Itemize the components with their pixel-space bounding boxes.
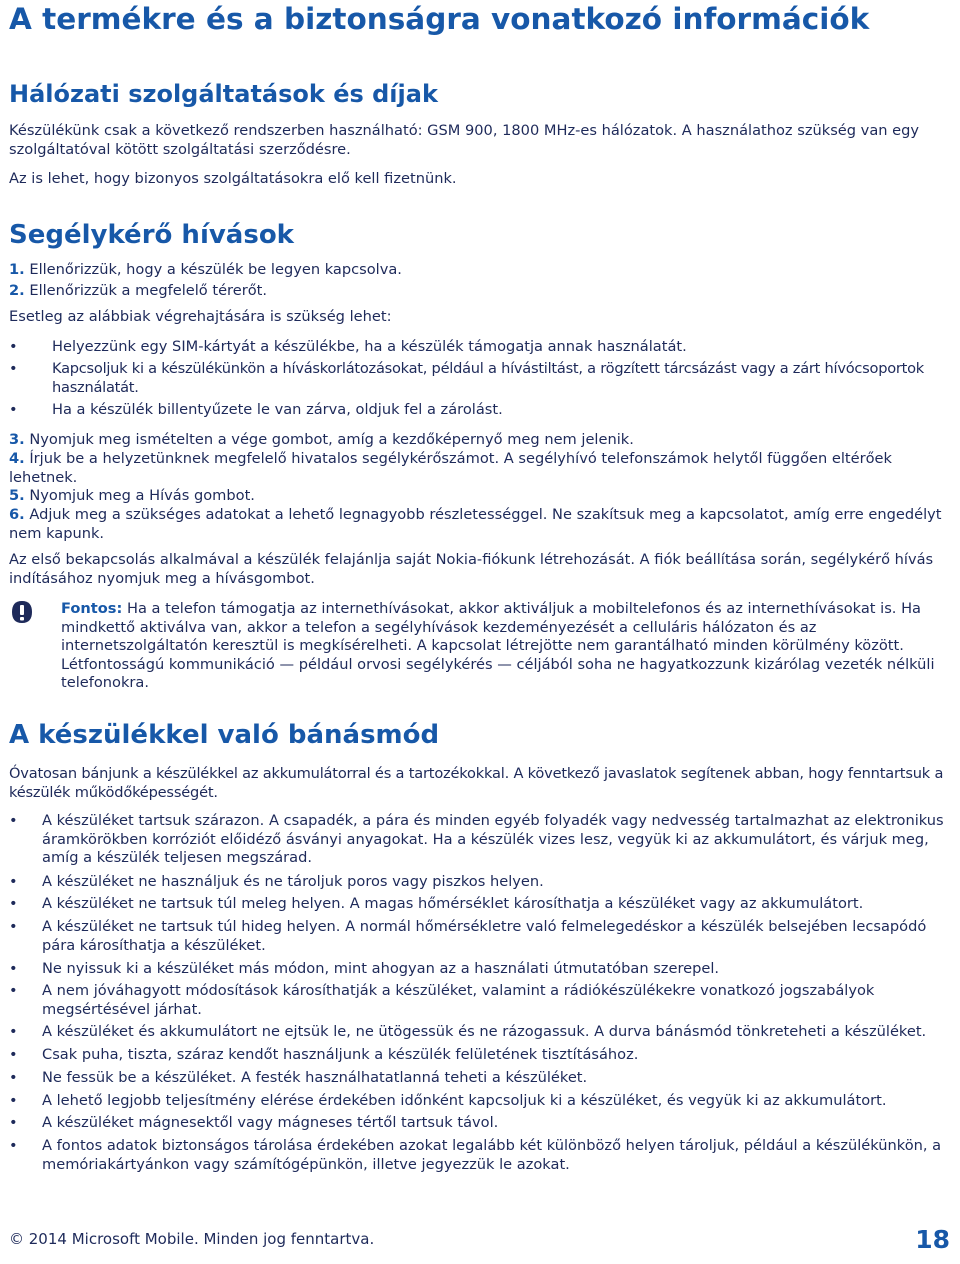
list-item: • Ha a készülék billentyűzete le van zárva, oldjuk fel a zárolást. [9, 401, 503, 418]
step-1: 1. Ellenőrizzük, hogy a készülék be legyen kapcsolva. [9, 261, 402, 278]
exclamation-icon [11, 600, 33, 624]
footer-copyright: © 2014 Microsoft Mobile. Minden jog fenntartva. [9, 1230, 375, 1248]
step-5: 5. Nyomjuk meg a Hívás gombot. [9, 487, 255, 504]
step-2: 2. Ellenőrizzük a megfelelő térerőt. [9, 282, 268, 299]
emergency-intro: Esetleg az alábbiak végrehajtására is szükség lehet: [9, 308, 392, 325]
handling-intro: Óvatosan bánjunk a készülékkel az akkumulátorral és a tartozékokkal. A következő javaslatok segítenek abban, hogy fenntartsuk a készülék működőképességét. [9, 765, 944, 801]
section-heading-handling: A készülékkel való bánásmód [9, 720, 440, 750]
network-paragraph-2: Az is lehet, hogy bizonyos szolgáltatásokra elő kell fizetnünk. [9, 170, 457, 187]
section-heading-network: Hálózati szolgáltatások és díjak [9, 80, 438, 108]
list-item: • Helyezzünk egy SIM-kártyát a készülékbe, ha a készülék támogatja annak használatát. [9, 338, 687, 355]
page-title: A termékre és a biztonságra vonatkozó információk [9, 2, 870, 36]
network-paragraph-1: Készülékünk csak a következő rendszerben használható: GSM 900, 1800 MHz-es hálózatok. A használathoz szükség van egy szolgáltatóval kötött szolgáltatási szerződésre. [9, 122, 920, 158]
step-3: 3. Nyomjuk meg ismételten a vége gombot, amíg a kezdőképernyő meg nem jelenik. [9, 431, 634, 448]
section-heading-emergency: Segélykérő hívások [9, 220, 294, 250]
page-number: 18 [915, 1225, 950, 1254]
warning-note: Fontos: Ha a telefon támogatja az internethívásokat, akkor aktiváljuk a mobiltelefonos és az internethívásokat is. Ha mindkettő aktiválva van, akkor a telefon a segélyhívások kezdeményezését a celluláris hálózaton és az internetszolgáltatón keresztül is megkísérelheti. A kapcsolat létrejötte nem garantálható minden körülmény között. Létfontosságú kommunikáció — például orvosi segélykérés — céljából soha ne hagyatkozzunk kizárólag vezeték nélküli telefonokra. [61, 600, 935, 691]
step-6: 6. Adjuk meg a szükséges adatokat a lehető legnagyobb részletességgel. Ne szakítsuk meg a kapcsolatot, amíg erre engedélyt nem kapunk. [9, 506, 942, 542]
list-item: • Kapcsoljuk ki a készülékünkön a híváskorlátozásokat, például a hívástiltást, a rögzített tárcsázást vagy a zárt hívócsoportok használatát. [9, 360, 924, 396]
step-4: 4. Írjuk be a helyzetünknek megfelelő hivatalos segélykérőszámot. A segélyhívó telefonszámok helytől függően eltérőek lehetnek. [9, 450, 892, 486]
emergency-after-paragraph: Az első bekapcsolás alkalmával a készülék felajánlja saját Nokia-fiókunk létrehozását. A fiók beállítása során, segélykérő hívás indításához nyomjuk meg a hívásgombot. [9, 551, 934, 587]
